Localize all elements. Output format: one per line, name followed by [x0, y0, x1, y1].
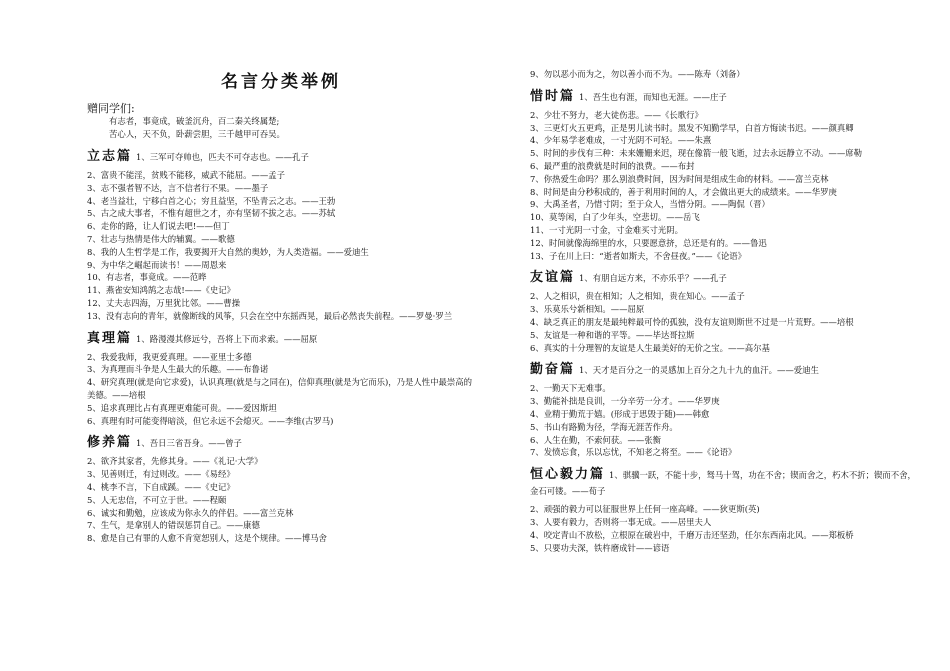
quote-section	[87, 331, 475, 428]
quote-item: 3、勤能补拙是良训，一分辛劳一分才。——华罗庚	[530, 396, 720, 407]
quote-item: 2、顽强的毅力可以征服世界上任何一座高峰。——狄更斯(英)	[530, 504, 760, 515]
quote-item: 8、时间是由分秒积成的，善于利用时间的人，才会做出更大的成绩来。——华罗庚	[530, 186, 837, 197]
section-heading	[87, 435, 475, 451]
quote-section	[530, 467, 918, 554]
quote-item: 3、三更灯火五更鸡，正是男儿读书时。黑发不知勤学早，白首方悔读书迟。——颜真卿	[530, 122, 854, 133]
quote-item: 12、时间就像海绵里的水，只要愿意挤，总还是有的。——鲁迅	[530, 237, 767, 248]
section-label: 恒心毅力篇	[530, 467, 606, 483]
quote-item: 2、一勤天下无难事。	[530, 383, 611, 394]
quote-item: 2、富贵不能淫，贫贱不能移，威武不能屈。——孟子	[87, 170, 285, 180]
quote-item: 1、骐骥一跃，不能十步，驽马十驾，功在不舍；锲而舍之，朽木不折；锲而不舍，金石可镂。——荀子	[530, 470, 916, 497]
quote-item: 2、我爱我师，我更爱真理。——亚里士多德	[87, 351, 252, 362]
quote-item: 1、吾日三省吾身。——曾子	[136, 438, 242, 449]
section-heading	[87, 149, 475, 165]
quote-item: 4、业精于勤荒于嬉。(形成于思毁于随)——韩愈	[530, 408, 710, 419]
page-title: 名言分类举例	[221, 72, 341, 92]
quote-section	[87, 435, 475, 545]
greeting: 赠同学们:	[87, 102, 135, 115]
quote-item: 4、咬定青山不放松，立根原在破岩中，千磨万击还坚劲，任尔东西南北风。——郑板桥	[530, 529, 854, 540]
right-column	[530, 0, 918, 554]
quote-item: 5、追求真理比占有真理更难能可贵。——爱因斯坦	[87, 402, 277, 413]
quote-item: 3、见善则迁，有过则改。——《易经》	[87, 469, 235, 480]
quote-item: 2、欲齐其家者，先修其身。——《礼记·大学》	[87, 456, 263, 467]
quote-item: 6、最严重的浪费就是时间的浪费。——布封	[530, 160, 695, 171]
quote-item: 5、人无忠信，不可立于世。——程颐	[87, 494, 227, 505]
quote-item: 7、你热爱生命吗？那么别浪费时间，因为时间是组成生命的材料。——富兰克林	[530, 173, 829, 184]
poem-line: 苦心人，天不负，卧薪尝胆，三千越甲可吞吴。	[109, 129, 285, 139]
quote-item: 6、人生在勤，不索何获。——张衡	[530, 434, 661, 445]
quote-item: 11、一寸光阴一寸金，寸金难买寸光阴。	[530, 224, 684, 235]
section-heading	[530, 89, 918, 105]
quote-section	[530, 89, 918, 263]
quote-item: 4、桃李不言，下自成蹊。——《史记》	[87, 481, 235, 492]
quote-item: 5、只要功夫深，铁杵磨成针——谚语	[530, 542, 670, 553]
quote-item: 3、人要有毅力，否则将一事无成。——居里夫人	[530, 516, 712, 527]
quote-item: 5、书山有路勤为径，学海无涯苦作舟。	[530, 421, 678, 432]
quote-item: 3、为真理而斗争是人生最大的乐趣。——布鲁诺	[87, 364, 269, 375]
right-sections	[530, 89, 918, 555]
quote-item: 10、莫等闲，白了少年头，空悲切。——岳飞	[530, 212, 700, 223]
quote-item: 6、真理有时可能变得暗淡，但它永远不会熄灭。——李维(古罗马)	[87, 415, 334, 426]
quote-item: 13、没有志向的青年，就像断线的风筝，只会在空中东摇西晃，最后必然丧失前程。——罗曼·罗兰	[87, 310, 453, 321]
quote-item: 5、友谊是一种和谐的平等。——毕达哥拉斯	[530, 329, 695, 340]
section-heading	[87, 331, 475, 347]
quote-section	[530, 362, 918, 459]
quote-item: 7、壮志与热情是伟大的辅翼。——歌德	[87, 233, 235, 244]
quote-item: 8、我的人生哲学是工作，我要揭开大自然的奥妙，为人类造福。——爱迪生	[87, 246, 369, 257]
left-column	[87, 0, 475, 545]
quote-item: 1、路漫漫其修远兮，吾将上下而求索。——屈原	[136, 333, 318, 344]
quote-item: 2、少壮不努力，老大徒伤悲。——《长歌行》	[530, 109, 703, 120]
section-label: 修养篇	[87, 435, 133, 451]
quote-item: 4、少年易学老难成，一寸光阴不可轻。——朱熹	[530, 135, 712, 146]
quote-item: 4、老当益壮，宁移白首之心；穷且益坚，不坠青云之志。——王勃	[87, 195, 336, 206]
section-label: 勤奋篇	[530, 362, 576, 378]
section-label: 友谊篇	[530, 270, 576, 286]
quote-item: 9、大禹圣者，乃惜寸阴；至于众人，当惜分阴。——陶侃（晋）	[530, 199, 770, 210]
quote-item: 3、志不强者智不达，言不信者行不果。——墨子	[87, 182, 269, 193]
quote-item: 9、为中华之崛起而读书！——周恩来	[87, 259, 227, 270]
quote-item: 7、生气，是拿别人的错误惩罚自己。——康德	[87, 520, 260, 531]
quote-item: 6、诚实和勤勉，应该成为你永久的伴侣。——富兰克林	[87, 507, 294, 518]
quote-item: 5、时间的步伐有三种：未来姗姗来迟，现在像箭一般飞逝，过去永远静立不动。——席勒	[530, 148, 862, 159]
section-heading	[530, 467, 918, 499]
quote-section	[87, 149, 475, 323]
section-label: 真理篇	[87, 330, 133, 346]
quote-item: 1、吾生也有涯，而知也无涯。——庄子	[579, 91, 727, 102]
quote-item: 13、子在川上曰：“逝者如斯夫，不舍昼夜。”——《论语》	[530, 250, 747, 261]
section-heading	[530, 270, 918, 286]
quote-item: 11、燕雀安知鸿鹄之志哉!——《史记》	[87, 285, 236, 296]
poem-line: 有志者，事竟成，破釜沉舟，百二秦关终属楚;	[109, 116, 280, 126]
quote-item: 6、走你的路，让人们说去吧!——但丁	[87, 221, 230, 232]
section-label: 立志篇	[87, 149, 133, 164]
quote-section	[530, 270, 918, 354]
quote-item: 10、有志者，事竟成。——范晔	[87, 272, 207, 283]
quote-item: 1、天才是百分之一的灵感加上百分之九十九的血汗。——爱迪生	[579, 365, 819, 376]
quote-item: 2、人之相识，贵在相知；人之相知，贵在知心。——孟子	[530, 291, 745, 302]
quote-item: 3、乐莫乐兮新相知。——屈原	[530, 304, 645, 315]
quote-item: 7、发愤忘食，乐以忘忧，不知老之将至。——《论语》	[530, 447, 737, 458]
section-heading	[530, 362, 918, 378]
quote-item: 6、真实的十分理智的友谊是人生最美好的无价之宝。——高尔基	[530, 342, 770, 353]
quote-item: 1、三军可夺帅也，匹夫不可夺志也。——孔子	[136, 152, 309, 162]
section-label: 惜时篇	[530, 88, 576, 104]
quote-item: 5、古之成大事者，不惟有超世之才，亦有坚韧不拔之志。——苏轼	[87, 208, 336, 219]
quote-item: 4、研究真理(就是向它求爱)，认识真理(就是与之同在)，信仰真理(就是为它而乐)，乃是人性中最崇高的美德。——培根	[87, 377, 473, 400]
quote-item: 4、缺乏真正的朋友是最纯粹最可怜的孤独，没有友谊则斯世不过是一片荒野。——培根	[530, 316, 854, 327]
dedication-poem	[87, 115, 475, 141]
quote-item: 8、愈是自己有罪的人愈不肯宽恕别人，这是个规律。——博马舍	[87, 533, 327, 544]
quote-item: 12、丈夫志四海，万里犹比邻。——曹操	[87, 297, 241, 308]
quote-item: 1、有朋自远方来，不亦乐乎？——孔子	[579, 273, 727, 284]
quote-item: 9、勿以恶小而为之，勿以善小而不为。——陈寿（刘备）	[530, 69, 745, 79]
left-sections	[87, 149, 475, 545]
